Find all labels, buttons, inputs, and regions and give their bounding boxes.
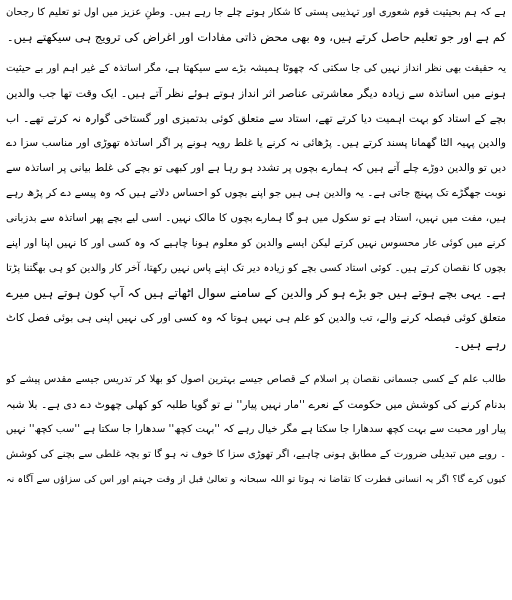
text-line: والدین پہیہ الٹا گھمانا پسند کرتے ہیں۔ پڑھائی نہ کرنے یا غلط رویہ ہونے پر اگر اساتذہ تھوڑی اور مناسب سزا دے xyxy=(6,137,506,149)
text-line: بدنام کرنے کی کوشش میں حکومت کے نعرے ''مار نہیں پیار'' نے تو گویا طلبہ کو کھلی چھوٹ دے دی ہے۔ بلا شبہ xyxy=(6,398,506,411)
text-line: بچوں کا نقصان کرتے ہیں۔ کوئی استاد کسی بچے کو زیادہ دیر تک اپنے پاس نہیں رکھتا، آخر کار والدین کو ہی بھگتنا پڑتا xyxy=(6,263,506,274)
text-line: کیوں کرے گا؟ اگر یہ انسانی فطرت کا تقاضا نہ ہوتا تو اللہ سبحانہ و تعالیٰ قبل از وقت جہنم اور اس کی سزاؤں سے آگاہ نہ xyxy=(6,474,506,485)
text-line: طالب علم کے کسی جسمانی نقصان پر اسلام کے قصاص جیسے بہترین اصول کو بھلا کر تدریس جیسے مقدس پیشے کو xyxy=(6,374,506,385)
paragraph-intro xyxy=(6,0,506,50)
text-line: کم ہے اور جو تعلیم حاصل کرتے ہیں، وہ بھی محض ذاتی مفادات اور اغراض کی ترویج ہی سیکھتے ہیں۔ xyxy=(6,30,506,44)
text-line: پیار اور محبت سے بہت کچھ سدھارا جا سکتا ہے مگر خیال رہے کہ ''بہت کچھ'' سدھارا جا سکتا ہے ''سب کچھ'' نہیں xyxy=(6,423,506,435)
text-line: ۔ رویے میں تبدیلی ضرورت کے مطابق ہونی چاہیے، اگر تھوڑی سزا کا خوف نہ ہو گا تو بچہ غلطی سے بچنے کی کوشش xyxy=(6,449,506,460)
text-line: کرنے میں کوئی عار محسوس نہیں کرتے لیکن ایسے والدین کو معلوم ہونا چاہیے کہ وہ کسی اور کا نہیں اپنا اور اپنے xyxy=(6,237,506,249)
paragraph-punishment xyxy=(6,367,506,492)
text-line: نوبت جھگڑے تک پہنچ جاتی ہے۔ یہ والدین ہی ہیں جو اپنے بچوں کو احساس دلاتے ہیں کہ وہ پیسے دے کر پڑھ رہے xyxy=(6,187,506,199)
text-line: ہے کہ ہم بحیثیت قوم شعوری اور تہذیبی پستی کا شکار ہوتے چلے جا رہے ہیں۔ وطنِ عزیز میں اول تو تعلیم کا رجحان xyxy=(6,7,506,18)
paragraph-parents xyxy=(6,56,506,356)
text-line: ہے۔ یہی بچے ہوتے ہیں جو بڑے ہو کر والدین کے سامنے سوال اٹھاتے ہیں کہ آپ کون ہوتے ہیں میرے xyxy=(6,286,506,300)
text-line: بچے کے استاد کو بہت اہمیت دیا کرتے تھے، استاد سے متعلق کوئی بدتمیزی اور گستاخی گوارہ نہ کرتے تھے۔ اب xyxy=(6,112,506,125)
text-line: متعلق کوئی فیصلہ کرنے والے، تب والدین کو علم ہی نہیں ہوتا کہ وہ کسی اور کی نہیں اپنی ہی بوئی فصل کاٹ xyxy=(6,312,506,324)
text-line: دیں تو والدین دوڑے چلے آتے ہیں کہ ہمارے بچوں پر تشدد ہو رہا ہے اور کبھی تو بچے کی غلط بیانی پر اساتذہ سے xyxy=(6,162,506,174)
text-line: ہیں، مفت میں نہیں، استاد ہے تو سکول میں ہو گا ہمارے بچوں کا مالک نہیں۔ اسی لیے بچے پھر اساتذہ سے بدزبانی xyxy=(6,212,506,224)
text-line: یہ حقیقت بھی نظر انداز نہیں کی جا سکتی کہ چھوٹا ہمیشہ بڑے سے سیکھتا ہے، مگر اساتذہ کے غیر اہم اور بے حیثیت xyxy=(6,63,506,74)
text-line: ہونے میں اساتذہ سے زیادہ دیگر معاشرتی عناصر اثر انداز ہوتے ہوئے نظر آتے ہیں۔ ایک وقت تھا جب والدین xyxy=(6,87,506,100)
text-line: رہے ہیں۔ xyxy=(453,336,506,351)
